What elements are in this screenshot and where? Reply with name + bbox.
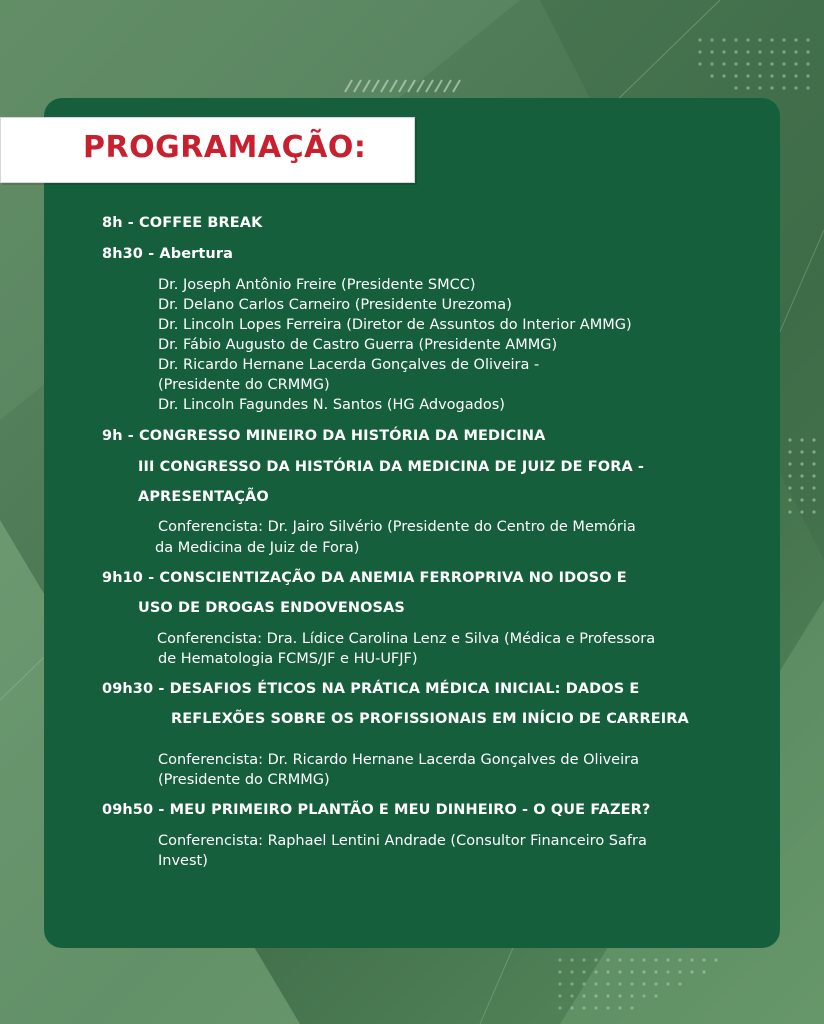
speaker-line: Dr. Lincoln Lopes Ferreira (Diretor de Assuntos do Interior AMMG) <box>158 317 632 333</box>
item-9h50-title: 09h50 - MEU PRIMEIRO PLANTÃO E MEU DINHEIRO - O QUE FAZER? <box>102 802 651 818</box>
conferencist-line: de Hematologia FCMS/JF e HU-UFJF) <box>158 651 418 667</box>
item-abertura: 8h30 - Abertura <box>102 246 233 262</box>
speaker-line: Dr. Ricardo Hernane Lacerda Gonçalves de Oliveira - <box>158 357 540 373</box>
item-9h30-title: 09h30 - DESAFIOS ÉTICOS NA PRÁTICA MÉDICA INICIAL: DADOS E <box>102 681 640 697</box>
speaker-line: (Presidente do CRMMG) <box>158 377 330 393</box>
speaker-line: Dr. Delano Carlos Carneiro (Presidente Urezoma) <box>158 297 512 313</box>
conferencist-line: da Medicina de Juiz de Fora) <box>155 540 360 556</box>
conferencist-line: Invest) <box>158 853 208 869</box>
speaker-line: Dr. Joseph Antônio Freire (Presidente SMCC) <box>158 277 476 293</box>
item-coffee-break: 8h - COFFEE BREAK <box>102 215 263 231</box>
item-9h10-subtitle: USO DE DROGAS ENDOVENOSAS <box>138 600 405 616</box>
item-9h-subtitle: III CONGRESSO DA HISTÓRIA DA MEDICINA DE JUIZ DE FORA - <box>138 459 645 475</box>
item-9h10-title: 9h10 - CONSCIENTIZAÇÃO DA ANEMIA FERROPRIVA NO IDOSO E <box>102 570 627 586</box>
conferencist-line: Conferencista: Raphael Lentini Andrade (Consultor Financeiro Safra <box>158 833 647 849</box>
item-9h-title: 9h - CONGRESSO MINEIRO DA HISTÓRIA DA MEDICINA <box>102 428 546 444</box>
conferencist-line: (Presidente do CRMMG) <box>158 772 330 788</box>
conferencist-line: Conferencista: Dr. Jairo Silvério (Presidente do Centro de Memória <box>158 519 636 535</box>
item-9h30-subtitle: REFLEXÕES SOBRE OS PROFISSIONAIS EM INÍCIO DE CARREIRA <box>171 711 689 727</box>
title-banner <box>0 117 415 183</box>
conferencist-line: Conferencista: Dra. Lídice Carolina Lenz e Silva (Médica e Professora <box>157 631 656 647</box>
speaker-line: Dr. Fábio Augusto de Castro Guerra (Presidente AMMG) <box>158 337 558 353</box>
conferencist-line: Conferencista: Dr. Ricardo Hernane Lacerda Gonçalves de Oliveira <box>158 752 639 768</box>
item-9h-subtitle-cont: APRESENTAÇÃO <box>138 489 269 505</box>
page-title: PROGRAMAÇÃO: <box>83 130 367 165</box>
speaker-line: Dr. Lincoln Fagundes N. Santos (HG Advogados) <box>158 397 505 413</box>
